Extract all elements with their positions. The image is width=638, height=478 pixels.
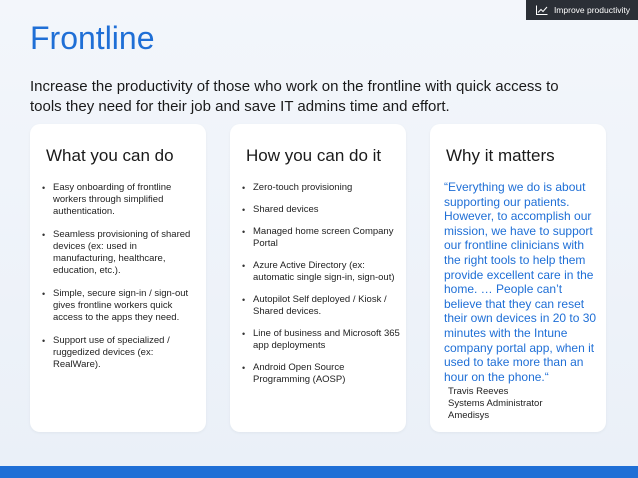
attribution-company: Amedisys bbox=[448, 410, 490, 421]
bottom-accent-bar bbox=[0, 466, 638, 478]
list-item: • Easy onboarding of frontline workers through simplified authentication. bbox=[42, 182, 202, 218]
why-it-matters-card bbox=[430, 124, 606, 432]
attribution-name: Travis Reeves bbox=[448, 386, 509, 397]
page-subtitle: Increase the productivity of those who work on the frontline with quick access to tools they need for their job and save IT admins time and effort. bbox=[30, 78, 559, 115]
what-list bbox=[42, 182, 202, 382]
customer-quote: “Everything we do is about supporting our patients. However, to accomplish our mission, we have to support our frontline clinicians with the right tools to help them provide excellent care in the home. … People can’t believe that they can reset their own devices in 20 to 30 minutes with the Intune company portal app, when it used to take more than an hour on the phone.“ bbox=[444, 180, 597, 384]
list-item: • Line of business and Microsoft 365 app deployments bbox=[242, 328, 402, 352]
quote-attribution bbox=[448, 386, 543, 422]
list-item: • Support use of specialized / ruggedized devices (ex: RealWare). bbox=[42, 335, 202, 371]
how-list bbox=[242, 182, 402, 396]
attribution-role: Systems Administrator bbox=[448, 398, 543, 409]
list-item: • Simple, secure sign-in / sign-out gives frontline workers quick access to the apps they need. bbox=[42, 288, 202, 324]
what-heading: What you can do bbox=[46, 146, 174, 165]
list-item: • Autopilot Self deployed / Kiosk / Shared devices. bbox=[242, 294, 402, 318]
list-item: • Zero-touch provisioning bbox=[242, 182, 402, 194]
list-item: • Shared devices bbox=[242, 204, 402, 216]
list-item: • Managed home screen Company Portal bbox=[242, 226, 402, 250]
trend-chart-icon bbox=[536, 5, 548, 15]
page-title: Frontline bbox=[30, 20, 155, 56]
why-heading: Why it matters bbox=[446, 146, 555, 165]
category-tag bbox=[526, 0, 638, 20]
list-item: • Android Open Source Programming (AOSP) bbox=[242, 362, 402, 386]
what-you-can-do-card bbox=[30, 124, 206, 432]
list-item: • Seamless provisioning of shared devices (ex: used in manufacturing, healthcare, education, etc.). bbox=[42, 229, 202, 277]
category-tag-label: Improve productivity bbox=[553, 5, 630, 15]
how-heading: How you can do it bbox=[246, 146, 382, 165]
how-you-can-do-it-card bbox=[230, 124, 406, 432]
list-item: • Azure Active Directory (ex: automatic single sign-in, sign-out) bbox=[242, 260, 402, 284]
